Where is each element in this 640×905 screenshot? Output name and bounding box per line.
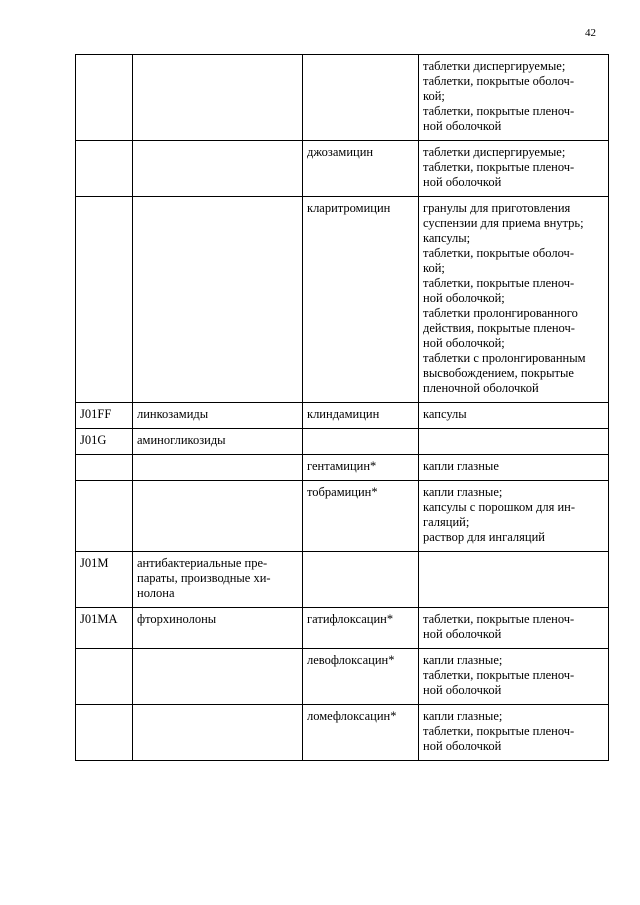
table-row	[76, 55, 609, 141]
table-row	[76, 705, 609, 761]
pharmacological-group-cell	[133, 455, 303, 481]
atc-code-cell	[76, 649, 133, 705]
drug-name-cell: клиндамицин	[303, 403, 419, 429]
atc-code-cell	[76, 705, 133, 761]
drug-name-cell: кларитромицин	[303, 197, 419, 403]
atc-code-cell	[76, 481, 133, 552]
drug-name-cell	[303, 55, 419, 141]
dosage-forms-cell: капли глазные	[419, 455, 609, 481]
dosage-forms-cell: капли глазные; капсулы с порошком для ин- галяций; раствор для ингаляций	[419, 481, 609, 552]
dosage-forms-cell: таблетки диспергируемые; таблетки, покрытые оболоч- кой; таблетки, покрытые пленоч- ной оболочкой	[419, 55, 609, 141]
drug-name-cell: гатифлоксацин*	[303, 608, 419, 649]
atc-code-cell	[76, 55, 133, 141]
pharmacological-group-cell: линкозамиды	[133, 403, 303, 429]
dosage-forms-cell: капли глазные; таблетки, покрытые пленоч- ной оболочкой	[419, 705, 609, 761]
table-row	[76, 608, 609, 649]
drug-name-cell: ломефлоксацин*	[303, 705, 419, 761]
drug-name-cell: левофлоксацин*	[303, 649, 419, 705]
dosage-forms-cell: таблетки диспергируемые; таблетки, покрытые пленоч- ной оболочкой	[419, 141, 609, 197]
pharmacological-group-cell	[133, 197, 303, 403]
pharmacological-group-cell: аминогликозиды	[133, 429, 303, 455]
dosage-forms-cell	[419, 552, 609, 608]
table-row	[76, 141, 609, 197]
drug-name-cell: джозамицин	[303, 141, 419, 197]
pharmacological-group-cell	[133, 649, 303, 705]
pharmacological-group-cell: фторхинолоны	[133, 608, 303, 649]
table-body	[76, 55, 609, 761]
atc-code-cell	[76, 455, 133, 481]
pharmacological-group-cell	[133, 481, 303, 552]
dosage-forms-cell: капли глазные; таблетки, покрытые пленоч- ной оболочкой	[419, 649, 609, 705]
table-row	[76, 455, 609, 481]
drug-name-cell: гентамицин*	[303, 455, 419, 481]
drug-table	[75, 54, 609, 761]
atc-code-cell: J01M	[76, 552, 133, 608]
pharmacological-group-cell: антибактериальные пре- параты, производные хи- нолона	[133, 552, 303, 608]
atc-code-cell	[76, 197, 133, 403]
atc-code-cell: J01FF	[76, 403, 133, 429]
table-row	[76, 197, 609, 403]
dosage-forms-cell	[419, 429, 609, 455]
pharmacological-group-cell	[133, 141, 303, 197]
table-row	[76, 552, 609, 608]
table-row	[76, 481, 609, 552]
table-row	[76, 649, 609, 705]
dosage-forms-cell: капсулы	[419, 403, 609, 429]
atc-code-cell	[76, 141, 133, 197]
drug-name-cell	[303, 552, 419, 608]
pharmacological-group-cell	[133, 705, 303, 761]
drug-name-cell	[303, 429, 419, 455]
pharmacological-group-cell	[133, 55, 303, 141]
atc-code-cell: J01G	[76, 429, 133, 455]
dosage-forms-cell: гранулы для приготовления суспензии для приема внутрь; капсулы; таблетки, покрытые оболоч- кой; таблетки, покрытые пленоч- ной оболочкой; таблетки пролонгированного действия, покрытые пленоч- ной оболочкой; таблетки с пролонгированным высвобождением, покрытые пленочной оболочкой	[419, 197, 609, 403]
drug-name-cell: тобрамицин*	[303, 481, 419, 552]
table-row	[76, 403, 609, 429]
dosage-forms-cell: таблетки, покрытые пленоч- ной оболочкой	[419, 608, 609, 649]
page-number: 42	[585, 27, 596, 39]
table-row	[76, 429, 609, 455]
atc-code-cell: J01MA	[76, 608, 133, 649]
